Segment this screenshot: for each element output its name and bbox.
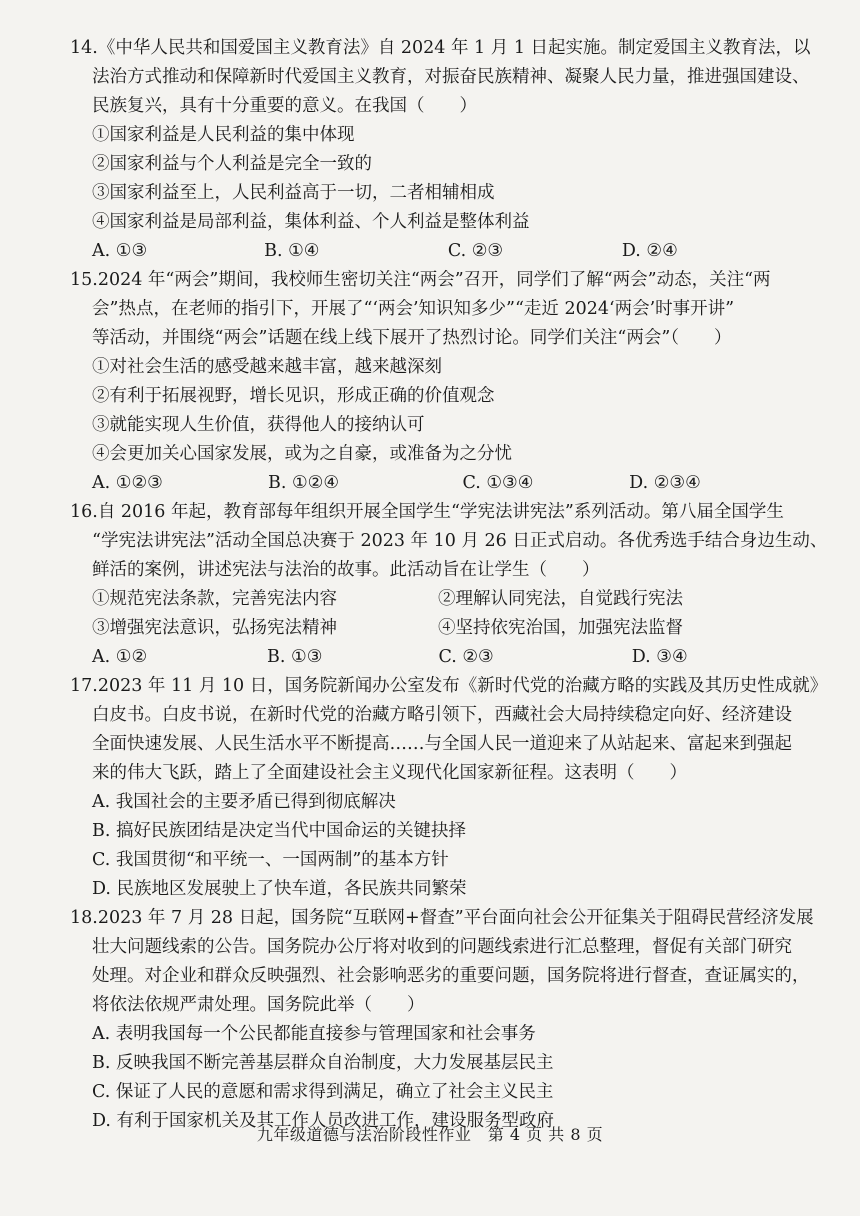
statement-option-row [70,614,794,643]
question-stem-line: 将依法依规严肃处理。国务院此举（ ） [92,995,425,1015]
page-footer: 九年级道德与法治阶段性作业 第 4 页 共 8 页 [256,1125,604,1144]
answer-choices [70,469,794,498]
question-16 [70,498,828,672]
answer-choice-d: D. ②④ [621,241,678,261]
question-stem-line: 来的伟大飞跃，踏上了全面建设社会主义现代化国家新征程。这表明（ ） [92,763,687,783]
answer-choice-b: B. 搞好民族团结是决定当代中国命运的关键抉择 [92,821,466,841]
statement-option: ①国家利益是人民利益的集中体现 [92,125,355,145]
answer-choice-b: B. ①④ [264,241,320,261]
question-stem-line: 处理。对企业和群众反映强烈、社会影响恶劣的重要问题，国务院将进行督查，查证属实的， [92,966,810,986]
question-stem-line: 全面快速发展、人民生活水平不断提高……与全国人民一道迎来了从站起来、富起来到强起 [92,734,792,754]
answer-choice-b: B. 反映我国不断完善基层群众自治制度，大力发展基层民主 [92,1053,554,1073]
question-stem-line: 白皮书。白皮书说，在新时代党的治藏方略引领下，西藏社会大局持续稳定向好、经济建设 [92,705,792,725]
statement-option: ③增强宪法意识，弘扬宪法精神 [92,618,337,638]
question-17 [70,672,828,904]
question-18 [70,904,814,1136]
question-stem-line: 15.2024 年“两会”期间，我校师生密切关注“两会”召开，同学们了解“两会”动态，关注“两 [70,270,771,290]
answer-choice-c: C. 我国贯彻“和平统一、一国两制”的基本方针 [92,850,449,870]
question-14 [70,34,811,266]
answer-choice-a: A. 表明我国每一个公民都能直接参与管理国家和社会事务 [92,1024,536,1044]
question-stem-line: 16.自 2016 年起，教育部每年组织开展全国学生“学宪法讲宪法”系列活动。第八届全国学生 [70,502,784,522]
statement-option: ①对社会生活的感受越来越丰富，越来越深刻 [92,357,442,377]
statement-option: ④坚持依宪治国，加强宪法监督 [438,618,683,638]
statement-option: ④国家利益是局部利益，集体利益、个人利益是整体利益 [92,212,530,232]
statement-option: ②有利于拓展视野，增长见识，形成正确的价值观念 [92,386,495,406]
answer-choice-a: A. ①②③ [92,473,163,493]
statement-option: ①规范宪法条款，完善宪法内容 [92,589,337,609]
question-stem-line: 会”热点，在老师的指引下，开展了“‘两会’知识知多少”“走近 2024‘两会’时事开讲” [92,299,735,319]
answer-choice-a: A. ①③ [92,241,148,261]
question-stem-line: 18.2023 年 7 月 28 日起，国务院“互联网+督查”平台面向社会公开征集关于阻碍民营经济发展 [70,908,814,928]
answer-choice-a: A. 我国社会的主要矛盾已得到彻底解决 [92,792,396,812]
question-stem-line: 等活动，并围绕“两会”话题在线上线下展开了热烈讨论。同学们关注“两会”（ ） [92,328,732,348]
question-stem-line: “学宪法讲宪法”活动全国总决赛于 2023 年 10 月 26 日正式启动。各优秀选手结合身边生动、 [92,531,828,551]
answer-choice-c: C. ②③ [438,647,494,667]
answer-choices [70,643,794,672]
answer-choice-b: B. ①③ [267,647,323,667]
answer-choice-b: B. ①②④ [267,473,340,493]
question-stem-line: 民族复兴，具有十分重要的意义。在我国（ ） [92,96,477,116]
statement-option: ②国家利益与个人利益是完全一致的 [92,154,372,174]
question-15 [70,266,794,498]
answer-choice-d: D. ③④ [631,647,688,667]
question-stem-line: 法治方式推动和保障新时代爱国主义教育，对振奋民族精神、凝聚人民力量，推进强国建设、 [92,67,810,87]
question-stem-line: 鲜活的案例，讲述宪法与法治的故事。此活动旨在让学生（ ） [92,560,600,580]
statement-option: ④会更加关心国家发展，或为之自豪，或准备为之分忧 [92,444,512,464]
answer-choice-d: D. 有利于国家机关及其工作人员改进工作，建设服务型政府 [92,1111,555,1131]
question-stem-line: 14.《中华人民共和国爱国主义教育法》自 2024 年 1 月 1 日起实施。制定爱国主义教育法，以 [70,38,811,58]
answer-choice-c: C. ①③④ [462,473,534,493]
question-stem-line: 17.2023 年 11 月 10 日，国务院新闻办公室发布《新时代党的治藏方略的实践及其历史性成就》 [70,676,828,696]
statement-option: ②理解认同宪法，自觉践行宪法 [438,589,683,609]
answer-choice-d: D. ②③④ [629,473,701,493]
answer-choices [70,237,794,266]
answer-choice-c: C. 保证了人民的意愿和需求得到满足，确立了社会主义民主 [92,1082,554,1102]
statement-option: ③就能实现人生价值，获得他人的接纳认可 [92,415,425,435]
answer-choice-c: C. ②③ [447,241,504,261]
statement-option: ③国家利益至上，人民利益高于一切，二者相辅相成 [92,183,495,203]
answer-choice-d: D. 民族地区发展驶上了快车道，各民族共同繁荣 [92,879,467,899]
statement-option-row [70,585,794,614]
answer-choice-a: A. ①② [92,647,148,667]
question-stem-line: 壮大问题线索的公告。国务院办公厅将对收到的问题线索进行汇总整理，督促有关部门研究 [92,937,792,957]
